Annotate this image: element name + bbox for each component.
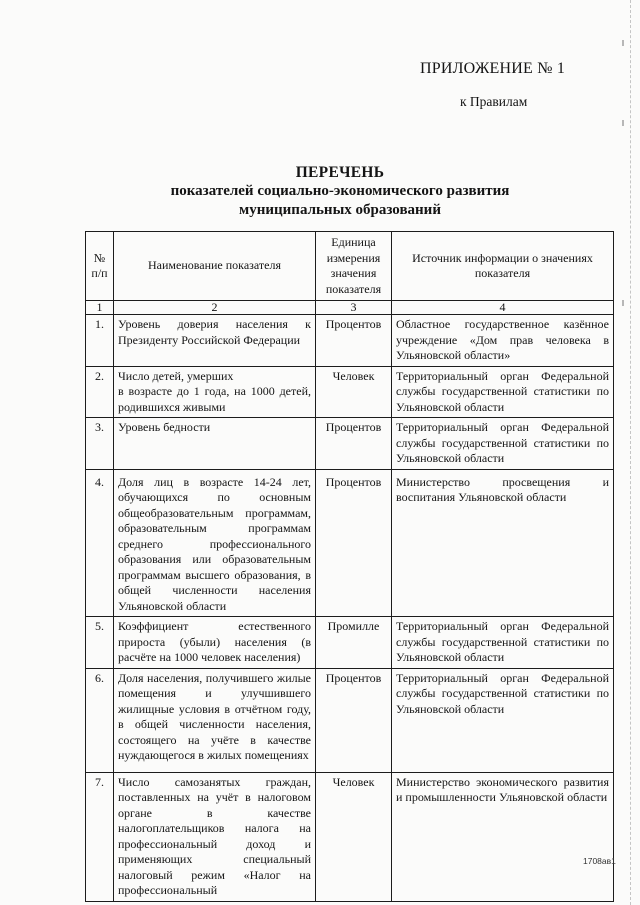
header-source: Источник информации о значениях показателя <box>392 232 614 301</box>
scan-edge-line <box>630 0 631 905</box>
indicator-unit: Промилле <box>316 617 392 669</box>
header-unit: Единица измерения значения показателя <box>316 232 392 301</box>
row-number: 2. <box>86 366 114 418</box>
appendix-subheading: к Правилам <box>460 94 528 109</box>
indicator-unit: Процентов <box>316 418 392 470</box>
indicator-source: Территориальный орган Федеральной службы государственной статистики по Ульяновской области <box>392 418 614 470</box>
indicator-name: Уровень бедности <box>114 418 316 470</box>
table-row <box>86 366 614 418</box>
scan-mark <box>622 40 624 46</box>
column-number: 2 <box>114 301 316 315</box>
indicator-name: Число детей, умерших в возрасте до 1 года, на 1000 детей, родившихся живыми <box>114 366 316 418</box>
title-line-2: показателей социально-экономического развития <box>170 183 510 199</box>
document-title <box>100 163 580 220</box>
indicator-source: Областное государственное казённое учреждение «Дом прав человека в Ульяновской области» <box>392 315 614 367</box>
row-number: 7. <box>86 772 114 901</box>
table-row <box>86 772 614 901</box>
header-num: № п/п <box>86 232 114 301</box>
row-number: 6. <box>86 668 114 772</box>
indicator-name: Доля населения, получившего жилые помещения и улучшившего жилищные условия в отчётном году, в общей численности населения, состоящего на учёте в качестве нуждающегося в жилых помещениях <box>114 668 316 772</box>
indicators-table <box>85 231 614 902</box>
column-number: 4 <box>392 301 614 315</box>
indicator-unit: Процентов <box>316 668 392 772</box>
row-number: 1. <box>86 315 114 367</box>
indicator-unit: Человек <box>316 366 392 418</box>
indicator-source: Территориальный орган Федеральной службы государственной статистики по Ульяновской области <box>392 668 614 772</box>
table-row <box>86 315 614 367</box>
header-name: Наименование показателя <box>114 232 316 301</box>
indicator-name: Доля лиц в возрасте 14-24 лет, обучающихся по основным общеобразовательным программам, образовательным программам среднего профессионального образования или образовательным программам высшего образования, в общей численности населения Ульяновской области <box>114 469 316 617</box>
indicator-unit: Процентов <box>316 315 392 367</box>
title-line-1: ПЕРЕЧЕНЬ <box>295 164 385 181</box>
indicator-source: Территориальный орган Федеральной службы государственной статистики по Ульяновской области <box>392 366 614 418</box>
column-number: 3 <box>316 301 392 315</box>
indicator-source: Территориальный орган Федеральной службы государственной статистики по Ульяновской области <box>392 617 614 669</box>
indicator-source: Министерство просвещения и воспитания Ульяновской области <box>392 469 614 617</box>
title-line-3: муниципальных образований <box>239 202 441 218</box>
indicator-name: Коэффициент естественного прироста (убыли) населения (в расчёте на 1000 человек населения) <box>114 617 316 669</box>
column-number: 1 <box>86 301 114 315</box>
page-code: 1708ав1 <box>583 856 616 866</box>
table-row <box>86 617 614 669</box>
row-number: 4. <box>86 469 114 617</box>
indicator-name: Число самозанятых граждан, поставленных на учёт в налоговом органе в качестве налогоплательщиков налога на профессиональный доход и применяющих специальный налоговый режим «Налог на профессиональный <box>114 772 316 901</box>
scan-mark <box>622 120 624 126</box>
row-number: 3. <box>86 418 114 470</box>
table-header-row <box>86 232 614 301</box>
table-row <box>86 418 614 470</box>
indicator-source: Министерство экономического развития и промышленности Ульяновской области <box>392 772 614 901</box>
column-number-row <box>86 301 614 315</box>
scan-mark <box>622 300 624 306</box>
indicator-unit: Человек <box>316 772 392 901</box>
table-row <box>86 469 614 617</box>
table-row <box>86 668 614 772</box>
indicator-name: Уровень доверия населения к Президенту Российской Федерации <box>114 315 316 367</box>
appendix-heading: ПРИЛОЖЕНИЕ № 1 <box>420 60 566 77</box>
indicator-unit: Процентов <box>316 469 392 617</box>
row-number: 5. <box>86 617 114 669</box>
